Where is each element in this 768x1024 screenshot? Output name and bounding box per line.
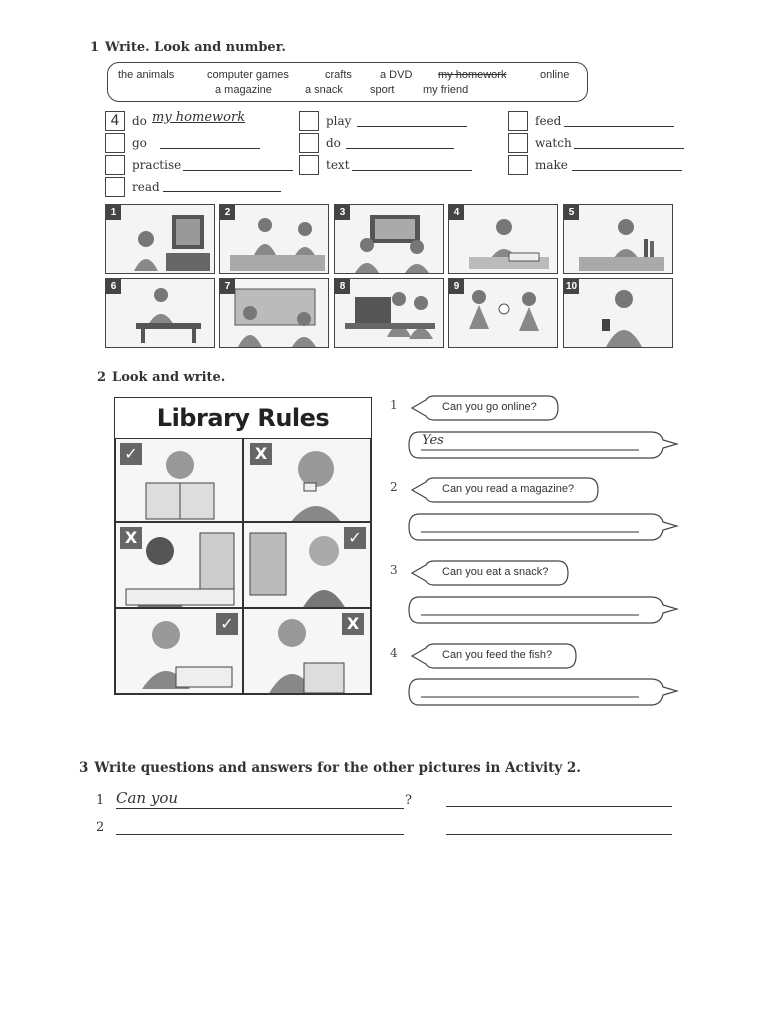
answer-bubble[interactable]	[407, 595, 679, 625]
answer-line[interactable]	[357, 126, 467, 127]
section-1-heading	[90, 40, 286, 55]
word-bank-item: a magazine	[215, 84, 272, 96]
answer-bubble[interactable]	[407, 512, 679, 542]
check-mark-icon: ✓	[344, 527, 366, 549]
section-2-number: 2	[97, 370, 107, 385]
verb-label: do	[132, 114, 147, 128]
activity-picture	[105, 278, 215, 348]
friends-playing-computer-games-illustration	[335, 205, 444, 274]
section-3-title: Write questions and answers for the other pictures in Activity 2.	[94, 760, 581, 776]
activity-picture	[563, 204, 673, 274]
rule-cell	[243, 438, 371, 522]
question-text: Can you feed the fish?	[442, 649, 553, 661]
question-line[interactable]	[116, 834, 404, 835]
word-bank-item: sport	[370, 84, 395, 96]
verb-label: go	[132, 136, 147, 150]
word-bank-item: my friend	[423, 84, 469, 96]
picture-number: 4	[449, 205, 464, 220]
cross-mark-icon: X	[250, 443, 272, 465]
check-mark-icon: ✓	[216, 613, 238, 635]
picture-number: 1	[106, 205, 121, 220]
question-text: Can you go online?	[442, 401, 537, 413]
picture-number: 6	[106, 279, 121, 294]
rule-cell	[115, 608, 243, 694]
number-box[interactable]	[299, 133, 319, 153]
row-number: 1	[96, 793, 105, 808]
question-number: 3	[390, 563, 398, 577]
children-at-aquarium-illustration	[220, 279, 329, 348]
number-box[interactable]	[508, 155, 528, 175]
question-text: Can you read a magazine?	[442, 483, 575, 495]
word-bank-item-crossed: my homework	[438, 69, 507, 81]
check-mark-icon: ✓	[120, 443, 142, 465]
answer-line[interactable]	[574, 148, 684, 149]
poster-title: Library Rules	[156, 404, 330, 432]
answer-line[interactable]	[572, 170, 682, 171]
picture-number: 3	[335, 205, 350, 220]
verb-label: play	[326, 114, 352, 128]
row-number: 2	[96, 820, 105, 835]
section-1-title: Write. Look and number.	[105, 40, 286, 55]
boy-watching-tv-illustration	[106, 205, 215, 274]
number-box[interactable]	[105, 177, 125, 197]
question-text: Can you eat a snack?	[442, 566, 549, 578]
question-mark: ?	[405, 793, 412, 808]
answer-line[interactable]	[163, 191, 281, 192]
boy-texting-friend-illustration	[564, 279, 673, 348]
girl-doing-homework-illustration	[449, 205, 558, 274]
section-3-number: 3	[79, 760, 89, 776]
cross-mark-icon: X	[120, 527, 142, 549]
verb-label: feed	[535, 114, 562, 128]
section-1-number: 1	[90, 40, 100, 55]
number-box[interactable]	[299, 111, 319, 131]
answer-line[interactable]	[446, 834, 672, 835]
question-number: 1	[390, 398, 398, 412]
picture-number: 9	[449, 279, 464, 294]
answer-bubble	[407, 430, 679, 460]
word-bank	[107, 62, 588, 102]
rule-cell	[243, 608, 371, 694]
number-box[interactable]	[299, 155, 319, 175]
rule-cell	[243, 522, 371, 608]
answer-line[interactable]	[183, 170, 293, 171]
answer-line[interactable]	[352, 170, 472, 171]
activity-picture	[334, 204, 444, 274]
section-2-heading	[97, 370, 225, 385]
girl-making-crafts-illustration	[564, 205, 673, 274]
children-online-at-computer-illustration	[335, 279, 444, 348]
friends-eating-snack-illustration	[220, 205, 329, 274]
verb-label: do	[326, 136, 341, 150]
question-number: 2	[390, 480, 398, 494]
number-box[interactable]: 4	[105, 111, 125, 131]
word-bank-item: online	[540, 69, 570, 81]
answer-line[interactable]	[160, 148, 260, 149]
picture-number: 8	[335, 279, 350, 294]
word-bank-item: a snack	[305, 84, 343, 96]
verb-label: text	[326, 158, 350, 172]
word-bank-item: computer games	[207, 69, 289, 81]
answer-handwritten[interactable]: my homework	[152, 110, 246, 125]
children-playing-sport-illustration	[449, 279, 558, 348]
verb-label: make	[535, 158, 568, 172]
answer-line[interactable]	[346, 148, 454, 149]
word-bank-item: the animals	[118, 69, 175, 81]
picture-number: 10	[565, 281, 578, 292]
answer-line[interactable]	[446, 806, 672, 807]
question-line[interactable]	[116, 808, 404, 809]
verb-label: practise	[132, 158, 182, 172]
picture-number: 2	[220, 205, 235, 220]
cross-mark-icon: X	[342, 613, 364, 635]
word-bank-item: crafts	[325, 69, 352, 81]
activity-picture	[219, 204, 329, 274]
answer-line[interactable]	[564, 126, 674, 127]
number-box[interactable]	[508, 133, 528, 153]
question-start-handwritten[interactable]: Can you	[116, 789, 179, 807]
section-2-title: Look and write.	[112, 370, 226, 385]
number-box[interactable]	[105, 133, 125, 153]
question-number: 4	[390, 646, 398, 660]
verb-label: read	[132, 180, 160, 194]
activity-picture	[334, 278, 444, 348]
answer-bubble[interactable]	[407, 677, 679, 707]
activity-picture	[448, 204, 558, 274]
activity-picture	[105, 204, 215, 274]
activity-picture	[563, 278, 673, 348]
activity-picture	[448, 278, 558, 348]
activity-picture	[219, 278, 329, 348]
picture-number: 5	[564, 205, 579, 220]
word-bank-item: a DVD	[380, 69, 413, 81]
number-box[interactable]	[105, 155, 125, 175]
rule-cell	[115, 438, 243, 522]
answer-handwritten[interactable]: Yes	[422, 433, 444, 448]
rule-cell	[115, 522, 243, 608]
library-rules-poster	[114, 397, 372, 695]
number-box[interactable]	[508, 111, 528, 131]
boy-reading-on-bench-illustration	[106, 279, 215, 348]
verb-label: watch	[535, 136, 572, 150]
section-3-heading	[79, 760, 581, 776]
picture-number: 7	[220, 279, 235, 294]
